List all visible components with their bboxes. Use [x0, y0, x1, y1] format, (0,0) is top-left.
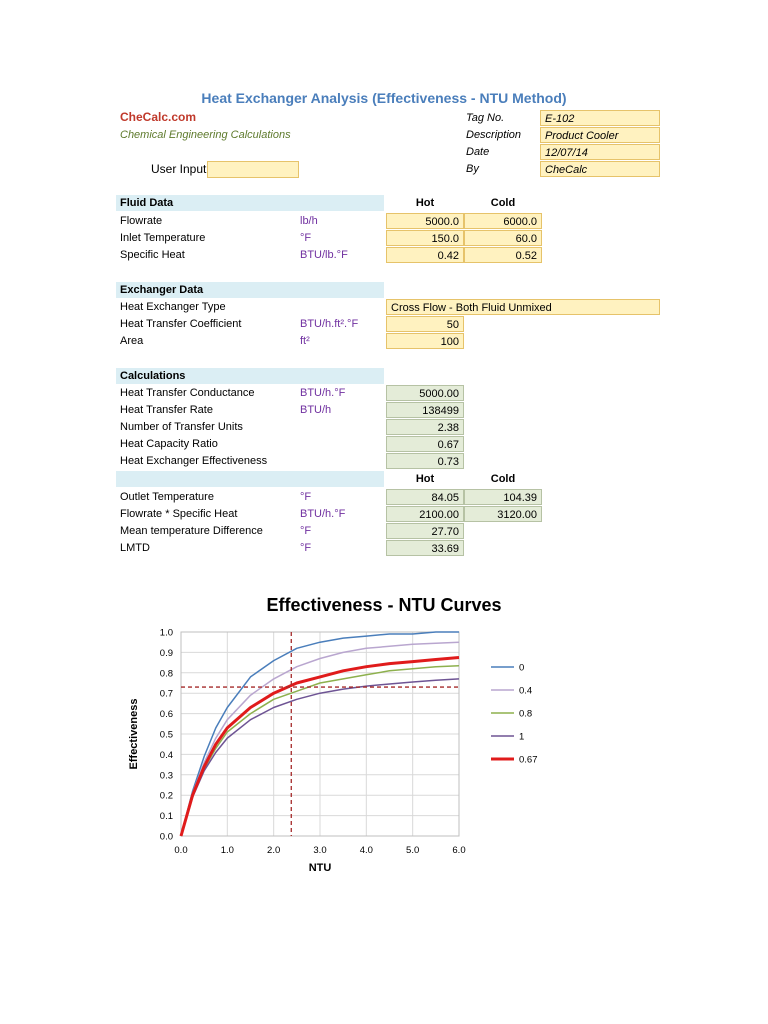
row-unit-outlet-temp: °F: [300, 491, 312, 503]
y-tick-label: 0.6: [159, 709, 173, 721]
row-label-flow-cp: Flowrate * Specific Heat: [120, 508, 238, 520]
hot-outlet-temp-value: 84.05: [386, 489, 464, 505]
cold-specific-heat-field[interactable]: 0.52: [464, 247, 542, 263]
area-field[interactable]: 100: [386, 333, 464, 349]
hot-flow-cp-value: 2100.00: [386, 506, 464, 522]
hot-flowrate-field[interactable]: 5000.0: [386, 213, 464, 229]
row-label-outlet-temp: Outlet Temperature: [120, 491, 214, 503]
info-label-description: Description: [466, 129, 522, 141]
heat-rate-value: 138499: [386, 402, 464, 418]
row-label-htc: Heat Transfer Coefficient: [120, 318, 242, 330]
brand-tagline: Chemical Engineering Calculations: [120, 129, 291, 141]
x-tick-label: 0.0: [174, 845, 188, 856]
y-tick-label: 0.9: [159, 647, 173, 659]
row-unit-area: ft²: [300, 335, 310, 347]
row-unit-specific-heat: BTU/lb.°F: [300, 249, 348, 261]
lmtd-value: 33.69: [386, 540, 464, 556]
row-unit-inlet-temp: °F: [300, 232, 312, 244]
y-tick-label: 0.1: [159, 811, 173, 823]
calc-column-header-cold: Cold: [490, 473, 516, 485]
y-tick-label: 0.2: [159, 790, 173, 802]
legend-label: 1: [519, 731, 525, 743]
cold-inlet-temp-field[interactable]: 60.0: [464, 230, 542, 246]
effectiveness-ntu-chart: [0, 620, 768, 890]
x-tick-label: 5.0: [406, 845, 420, 856]
row-unit-flowrate: lb/h: [300, 215, 318, 227]
hot-specific-heat-field[interactable]: 0.42: [386, 247, 464, 263]
legend-label: 0.4: [519, 685, 533, 697]
row-unit-conductance: BTU/h.°F: [300, 387, 346, 399]
by-field[interactable]: CheCalc: [540, 161, 660, 177]
row-label-lmtd: LMTD: [120, 542, 150, 554]
y-axis-label: Effectiveness: [128, 698, 140, 770]
date-field[interactable]: 12/07/14: [540, 144, 660, 160]
row-label-effectiveness: Heat Exchanger Effectiveness: [120, 455, 268, 467]
x-tick-label: 4.0: [359, 845, 373, 856]
page-title: Heat Exchanger Analysis (Effectiveness - NTU Method): [201, 90, 567, 106]
row-label-specific-heat: Specific Heat: [120, 249, 185, 261]
row-unit-flow-cp: BTU/h.°F: [300, 508, 346, 520]
info-label-date: Date: [466, 146, 490, 158]
row-label-heat-rate: Heat Transfer Rate: [120, 404, 213, 416]
section-heading-fluid: Fluid Data: [116, 195, 384, 211]
legend-label: 0: [519, 662, 525, 674]
row-label-flowrate: Flowrate: [120, 215, 163, 227]
row-unit-lmtd: °F: [300, 542, 312, 554]
effectiveness-value: 0.73: [386, 453, 464, 469]
cold-flow-cp-value: 3120.00: [464, 506, 542, 522]
hot-inlet-temp-field[interactable]: 150.0: [386, 230, 464, 246]
x-tick-label: 2.0: [267, 845, 281, 856]
x-axis-label: NTU: [308, 862, 332, 874]
tag-no-field[interactable]: E-102: [540, 110, 660, 126]
y-tick-label: 1.0: [159, 627, 173, 639]
row-unit-htc: BTU/h.ft².°F: [300, 318, 359, 330]
user-input-label: User Input: [151, 162, 207, 176]
column-header-hot: Hot: [415, 197, 435, 209]
row-label-conductance: Heat Transfer Conductance: [120, 387, 255, 399]
legend-label: 0.8: [519, 708, 533, 720]
row-label-exchanger-type: Heat Exchanger Type: [120, 301, 226, 313]
cold-outlet-temp-value: 104.39: [464, 489, 542, 505]
conductance-value: 5000.00: [386, 385, 464, 401]
column-header-cold: Cold: [490, 197, 516, 209]
y-tick-label: 0.8: [159, 668, 173, 680]
y-tick-label: 0.4: [159, 749, 173, 761]
mean-temp-diff-value: 27.70: [386, 523, 464, 539]
row-label-area: Area: [120, 335, 144, 347]
cold-flowrate-field[interactable]: 6000.0: [464, 213, 542, 229]
user-input-legend-swatch: [207, 161, 299, 178]
y-tick-label: 0.5: [159, 729, 173, 741]
info-label-by: By: [466, 163, 479, 175]
calculations-band: [116, 471, 384, 487]
row-label-mean-temp-diff: Mean temperature Difference: [120, 525, 263, 537]
ntu-value: 2.38: [386, 419, 464, 435]
row-label-ntu: Number of Transfer Units: [120, 421, 243, 433]
chart-title: Effectiveness - NTU Curves: [266, 595, 502, 615]
x-tick-label: 1.0: [220, 845, 234, 856]
row-label-capacity-ratio: Heat Capacity Ratio: [120, 438, 218, 450]
description-field[interactable]: Product Cooler: [540, 127, 660, 143]
legend-label: 0.67: [519, 754, 538, 766]
exchanger-type-select[interactable]: Cross Flow - Both Fluid Unmixed: [386, 299, 660, 315]
section-heading-calculations: Calculations: [116, 368, 384, 384]
y-tick-label: 0.3: [159, 770, 173, 782]
htc-field[interactable]: 50: [386, 316, 464, 332]
section-heading-exchanger: Exchanger Data: [116, 282, 384, 298]
x-tick-label: 3.0: [313, 845, 327, 856]
info-label-tag: Tag No.: [466, 112, 505, 124]
y-tick-label: 0.7: [159, 688, 173, 700]
y-tick-label: 0.0: [159, 831, 173, 843]
capacity-ratio-value: 0.67: [386, 436, 464, 452]
row-unit-heat-rate: BTU/h: [300, 404, 332, 416]
x-tick-label: 6.0: [452, 845, 466, 856]
row-label-inlet-temp: Inlet Temperature: [120, 232, 206, 244]
row-unit-mean-temp-diff: °F: [300, 525, 312, 537]
calc-column-header-hot: Hot: [415, 473, 435, 485]
brand-name: CheCalc.com: [120, 110, 197, 124]
